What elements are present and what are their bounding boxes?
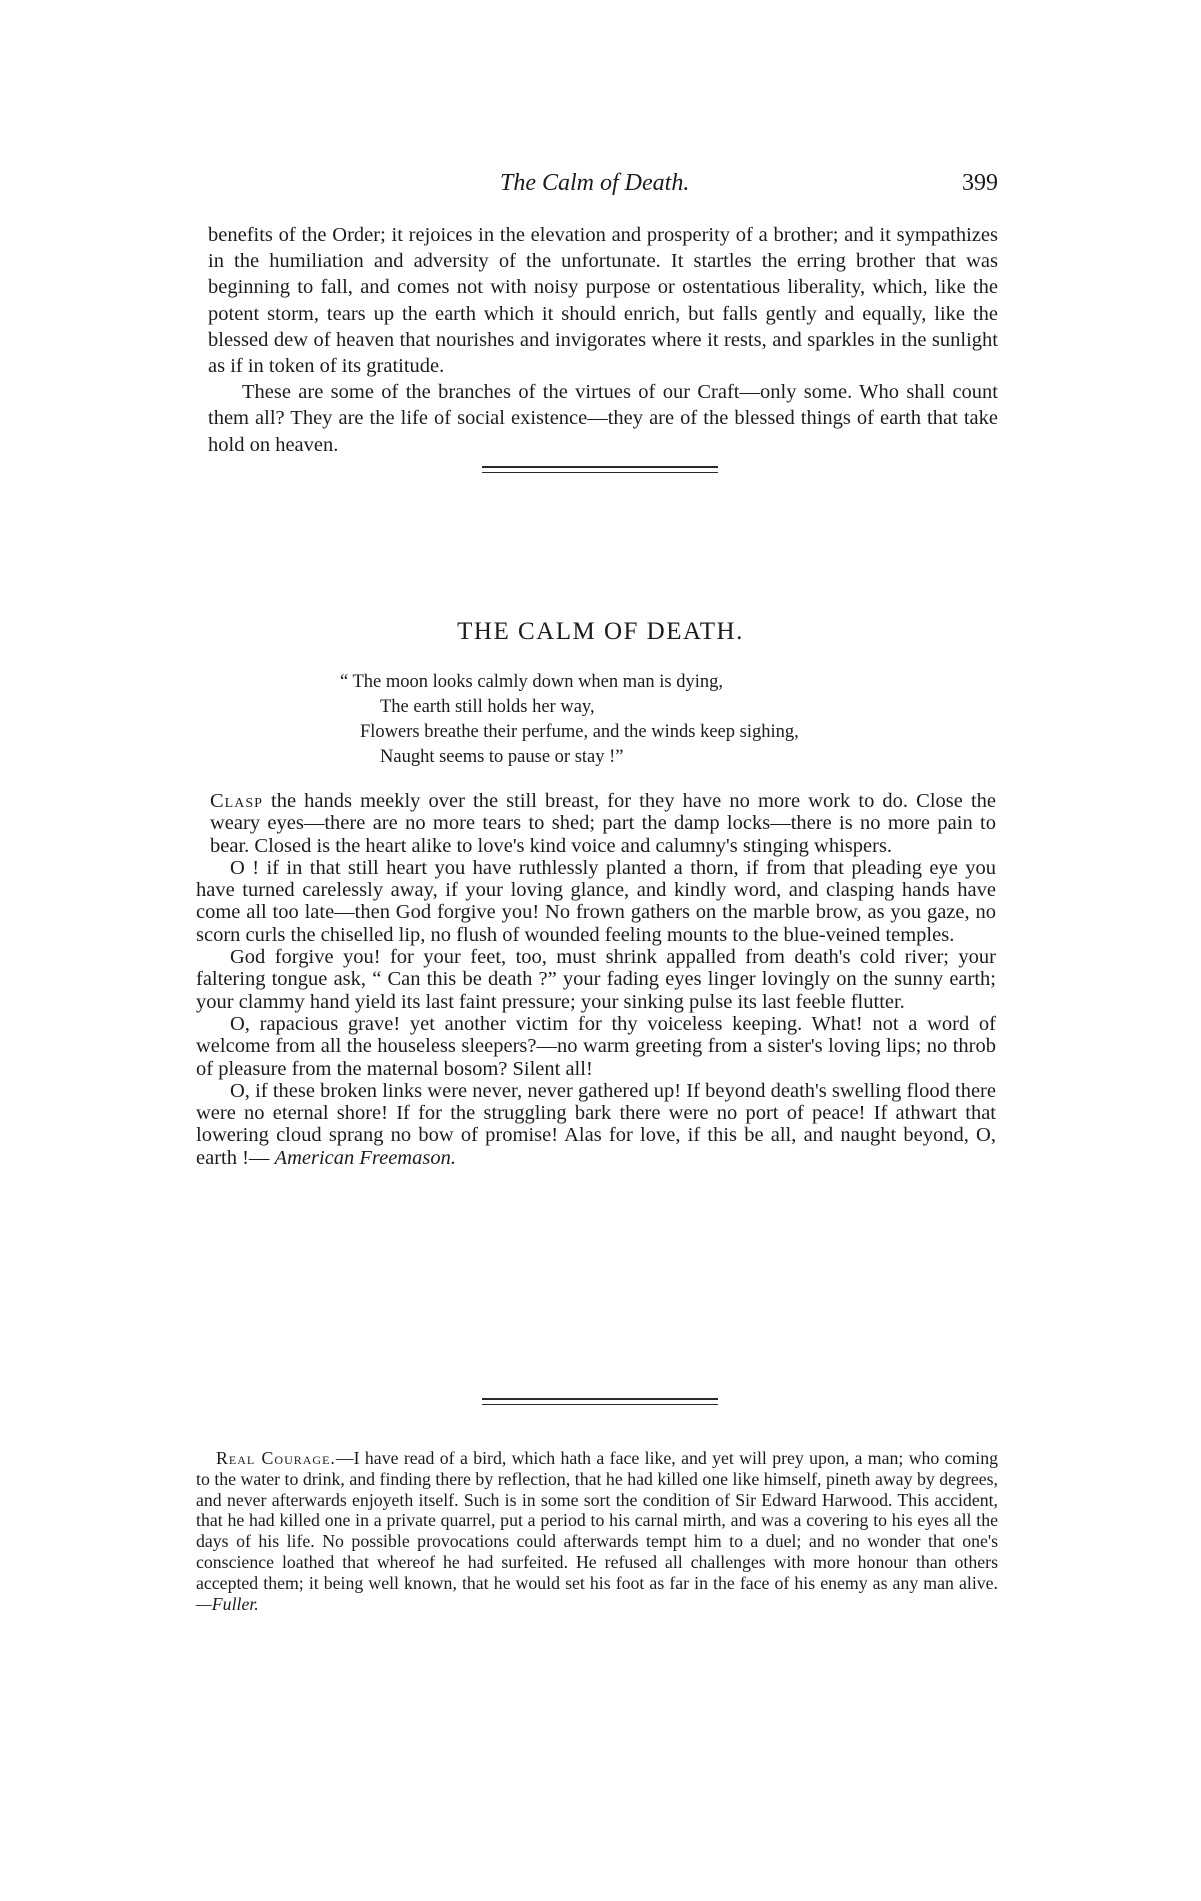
note-lead: Real Courage. xyxy=(216,1448,336,1468)
poem-line: The earth still holds her way, xyxy=(380,697,595,717)
section-divider xyxy=(482,1398,718,1405)
article-paragraph: Clasp the hands meekly over the still breast, for they have no more work to do. Close the weary eyes—there are no more tears to shed; part the damp locks—there is no more pain to bear. Closed is the heart alike to love's kind voice and calumny's stinging whispers. xyxy=(210,790,996,857)
article-paragraph: O, if these broken links were never, never gathered up! If beyond death's swelling flood there were no eternal shore! If for the struggling bark there were no port of peace! If athwart that lowering cloud sprang no bow of promise! Alas for love, if this be all, and naught beyond, O, earth !— American Freemason. xyxy=(196,1079,996,1169)
poem-line: Naught seems to pause or stay !” xyxy=(380,747,624,767)
page-number: 399 xyxy=(962,170,998,196)
poem-line: Flowers breathe their perfume, and the winds keep sighing, xyxy=(360,722,799,742)
article-title: THE CALM OF DEATH. xyxy=(457,618,744,645)
intro-paragraph: benefits of the Order; it rejoices in the elevation and prosperity of a brother; and it sympathizes in the humiliation and adversity of the unfortunate. It startles the erring brother that was beginning to fall, and comes not with noisy purpose or ostentatious liberality, which, like the potent storm, tears up the earth which it should enrich, but falls gently and equally, like the blessed dew of heaven that nourishes and invigorates where it rests, and sparkles in the sunlight as if in token of its gratitude. xyxy=(208,224,998,378)
note-author: —Fuller. xyxy=(196,1593,259,1614)
intro-text xyxy=(208,222,998,458)
intro-paragraph: These are some of the branches of the virtues of our Craft—only some. Who shall count them all? They are the life of social existence—they are of the blessed things of earth that take hold on heaven. xyxy=(208,381,998,456)
epigraph-poem xyxy=(340,670,799,770)
article-paragraph: God forgive you! for your feet, too, must shrink appalled from death's cold river; your faltering tongue ask, “ Can this be death ?” your fading eyes linger lovingly on the sunny earth; your clammy hand yield its last faint pressure; your sinking pulse its last feeble flutter. xyxy=(196,946,996,1013)
section-divider xyxy=(482,466,718,473)
poem-line: “ The moon looks calmly down when man is dying, xyxy=(340,672,723,692)
real-courage-note xyxy=(196,1448,998,1614)
article-paragraph: O, rapacious grave! yet another victim for thy voiceless keeping. What! not a word of welcome from all the houseless sleepers?—no warm greeting from a sister's loving lips; no throb of pleasure from the maternal bosom? Silent all! xyxy=(196,1012,996,1080)
note-paragraph: Real Courage.—I have read of a bird, which hath a face like, and yet will prey upon, a man; who coming to the water to drink, and finding there by reflection, that he had killed one like himself, pineth away by degrees, and never afterwards enjoyeth itself. Such is in some sort the condition of Sir Edward Harwood. This accident, that he had killed one in a private quarrel, put a period to his carnal mirth, and was a covering to his eyes all the days of his life. No possible provocations could afterwards tempt him to a duel; and no wonder that one's conscience loathed that whereof he had surfeited. He refused all challenges with more honour than others accepted them; it being well known, that he would set his foot as far in the face of his enemy as any man alive.—Fuller. xyxy=(196,1448,999,1614)
page-header xyxy=(208,170,998,206)
running-title: The Calm of Death. xyxy=(500,170,690,196)
drop-lead: Clasp xyxy=(210,790,263,812)
article-source: American Freemason. xyxy=(274,1146,456,1169)
article-body xyxy=(196,790,996,1169)
article-paragraph: O ! if in that still heart you have ruthlessly planted a thorn, if from that pleading eye you have turned carelessly away, if your loving glance, and kindly word, and clasping hands have come all too late—then God forgive you! No frown gathers on the marble brow, as you gaze, no scorn curls the chiselled lip, no flush of wounded feeling mounts to the blue-veined temples. xyxy=(196,856,996,946)
